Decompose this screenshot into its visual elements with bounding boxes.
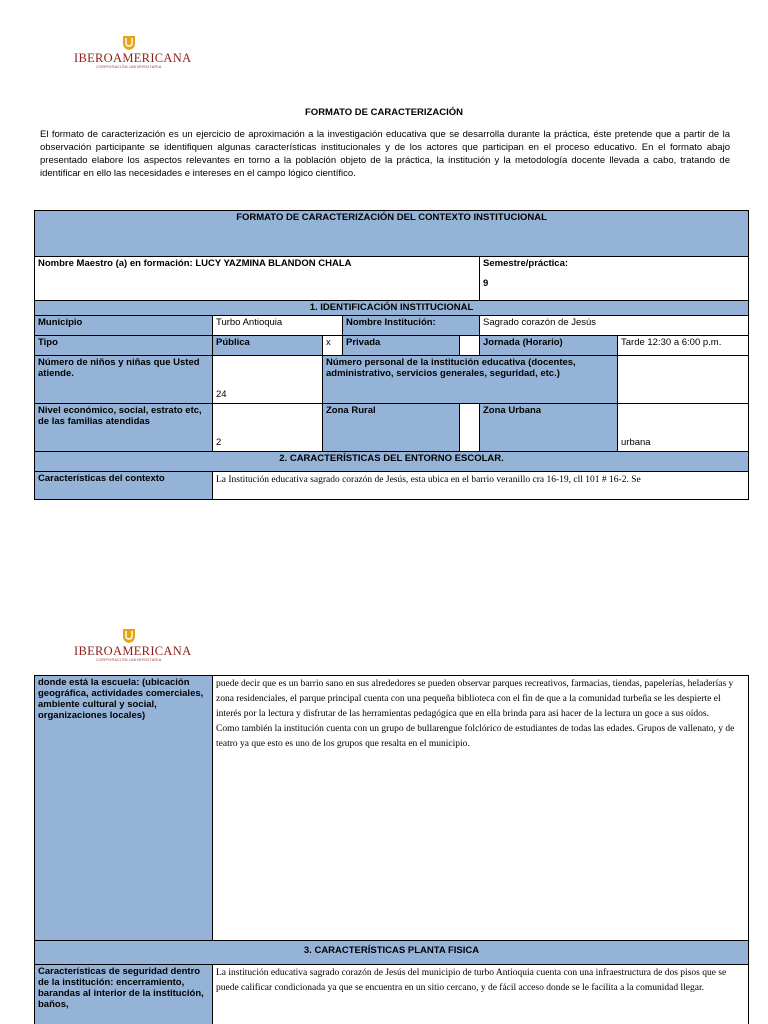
contexto-label: Características del contexto — [35, 472, 213, 500]
institucion-value: Sagrado corazón de Jesús — [480, 316, 749, 336]
section-1-header: 1. IDENTIFICACIÓN INSTITUCIONAL — [35, 301, 749, 316]
contexto-text: La Institución educativa sagrado corazón de Jesús, esta ubica en el barrio veranillo cra 16-19, cll 101 # 16-2. Se — [213, 472, 749, 500]
teacher-label: Nombre Maestro (a) en formación: — [38, 258, 193, 269]
seguridad-text: La institución educativa sagrado corazón de Jesús del municipio de turbo Antioquia cuenta con una infraestructura de dos pisos que se puede calificar condicionada ya que se encuentra en un sitio cercano, y de fácil acceso donde se le facilita a la comunidad llegar. — [213, 965, 749, 1024]
semester-value: 9 — [483, 278, 489, 289]
nivel-value: 2 — [213, 404, 323, 452]
characterization-table-continued — [34, 675, 749, 941]
shield-icon — [122, 35, 136, 51]
ninos-label: Número de niños y niñas que Usted atiende. — [35, 356, 213, 404]
ninos-value: 24 — [213, 356, 323, 404]
seguridad-label: Características de seguridad dentro de la institución: encerramiento, barandas al interior de la institución, baños, — [35, 965, 213, 1024]
teacher-name: LUCY YAZMINA BLANDON CHALA — [195, 258, 352, 269]
planta-fisica-table — [34, 940, 749, 1024]
institucion-label: Nombre Institución: — [343, 316, 480, 336]
publica-mark: x — [323, 336, 343, 356]
characterization-table — [34, 210, 749, 500]
municipio-value: Turbo Antioquia — [213, 316, 343, 336]
entorno-text — [213, 676, 749, 941]
teacher-cell — [35, 257, 480, 301]
logo-brand-text: IBEROAMERICANA — [74, 644, 192, 658]
entorno-paragraph-1: puede decir que es un barrio sano en sus alrededores se pueden observar parques recreativos, farmacias, tiendas, papelerías, heladerías y zona residenciales, el parque principal cuenta con una pequeña biblioteca con el fin de que a la comunidad turbeña se les despierte el interés por la lectura y disfrutar de las herramientas pedagógica que en ella brinda para así hacer de la lectura un goce a sus oídos. — [216, 679, 734, 719]
privada-mark — [460, 336, 480, 356]
intro-paragraph: El formato de caracterización es un ejercicio de aproximación a la investigación educativa que se desarrolla durante la práctica, éste pretende que a partir de la observación participante se identifiquen algunas características institucionales y de los actores que participan en el proceso educativo. En el formato abajo presentado elabore los aspectos relevantes en torno a la población objeto de la práctica, la institución y la metodología docente llevada a cabo, tratando de identificar en ello las necesidades e intereses en el campo lógico científico. — [40, 129, 730, 179]
university-logo — [74, 628, 192, 668]
personal-label: Número personal de la institución educativa (docentes, administrativo, servicios generales, seguridad, etc.) — [323, 356, 618, 404]
semester-label: Semestre/práctica: — [483, 258, 569, 269]
municipio-label: Municipio — [35, 316, 213, 336]
logo-brand-text: IBEROAMERICANA — [74, 51, 192, 65]
table-main-title: FORMATO DE CARACTERIZACIÓN DEL CONTEXTO INSTITUCIONAL — [35, 211, 749, 257]
document-title: FORMATO DE CARACTERIZACIÓN — [305, 107, 463, 118]
jornada-label: Jornada (Horario) — [480, 336, 618, 356]
urbana-value: urbana — [618, 404, 749, 452]
entorno-paragraph-2: Como también la institución cuenta con un grupo de bullarengue folclórico de estudiantes de todas las edades. Grupos de vallenato, y de teatro ya que esto es uno de los grupos que resalta en el municipio. — [216, 724, 735, 749]
nivel-label: Nivel económico, social, estrato etc, de las familias atendidas — [35, 404, 213, 452]
tipo-label: Tipo — [35, 336, 213, 356]
section-3-header: 3. CARACTERÍSTICAS PLANTA FISICA — [35, 941, 749, 965]
logo-subtitle: CORPORACIÓN UNIVERSITARIA — [96, 658, 162, 662]
rural-value — [460, 404, 480, 452]
semester-cell — [480, 257, 749, 301]
logo-subtitle: CORPORACIÓN UNIVERSITARIA — [96, 65, 162, 69]
urbana-label: Zona Urbana — [480, 404, 618, 452]
shield-icon — [122, 628, 136, 644]
entorno-label: donde está la escuela: (ubicación geográfica, actividades comerciales, ambiente cultural y social, organizaciones locales) — [35, 676, 213, 941]
jornada-value: Tarde 12:30 a 6:00 p.m. — [618, 336, 749, 356]
personal-value — [618, 356, 749, 404]
rural-label: Zona Rural — [323, 404, 460, 452]
privada-label: Privada — [343, 336, 460, 356]
publica-label: Pública — [213, 336, 323, 356]
section-2-header: 2. CARACTERÍSTICAS DEL ENTORNO ESCOLAR. — [35, 452, 749, 472]
university-logo — [74, 35, 192, 75]
